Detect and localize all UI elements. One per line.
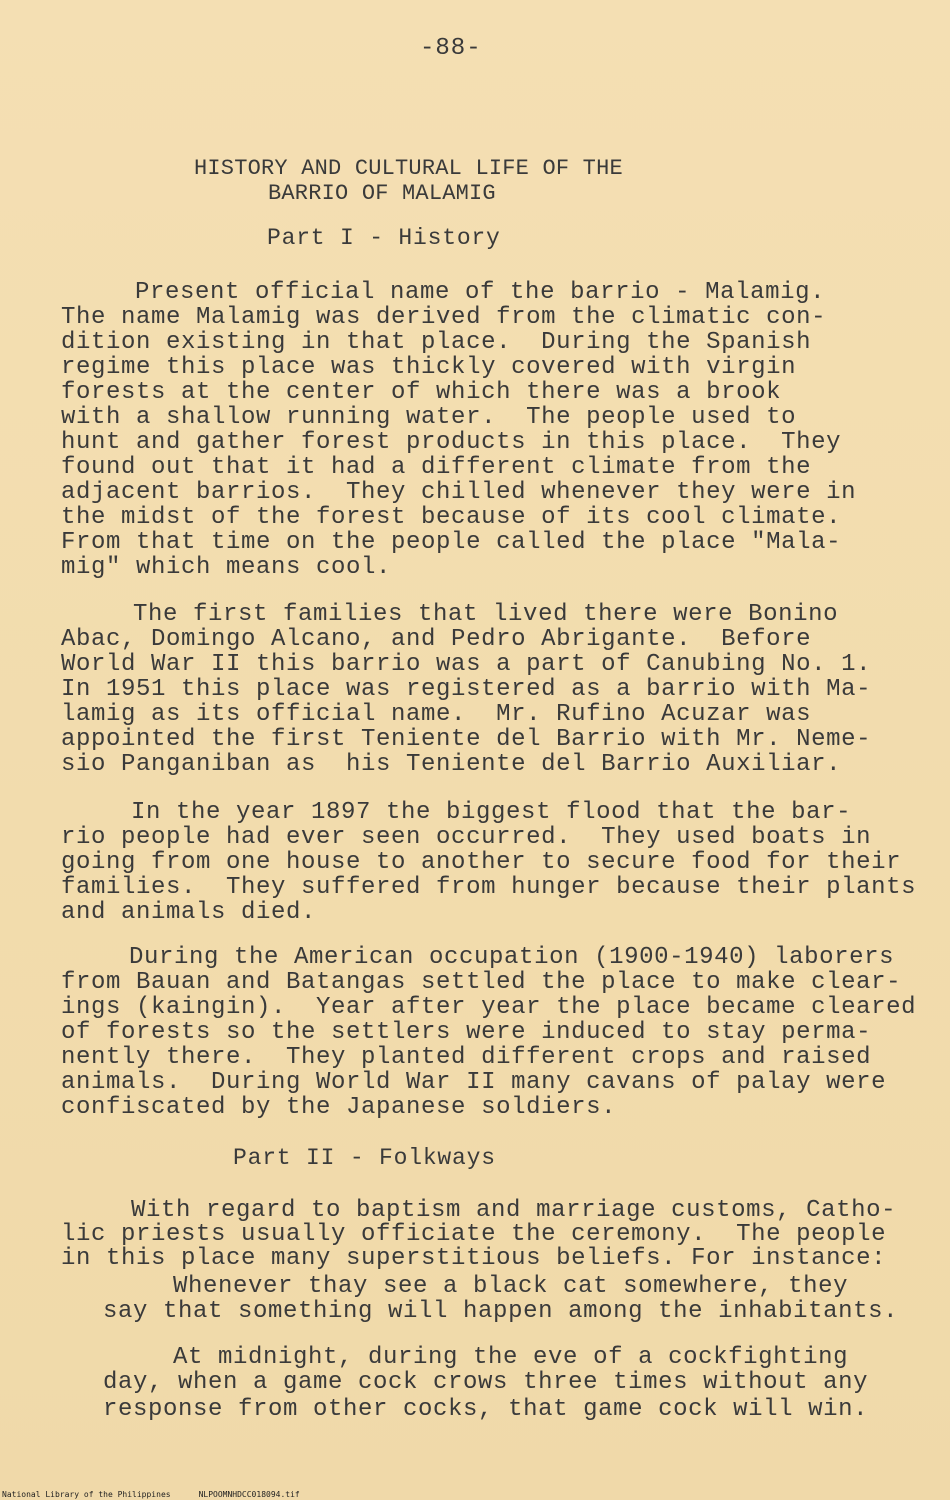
part1-heading: Part I - History (267, 225, 501, 251)
text-line: dition existing in that place. During the Spanish (61, 329, 812, 356)
text-line: The name Malamig was derived from the climatic con- (61, 304, 827, 331)
title-line-2: BARRIO OF MALAMIG (268, 181, 496, 206)
text-line: from Bauan and Batangas settled the place to make clear- (61, 969, 902, 996)
text-line: the midst of the forest because of its cool climate. (61, 504, 842, 531)
text-line: adjacent barrios. They chilled whenever they were in (61, 479, 857, 506)
text-line: families. They suffered from hunger because their plants (61, 874, 917, 901)
text-line: forests at the center of which there was a brook (61, 379, 782, 406)
text-line: With regard to baptism and marriage customs, Catho- (131, 1197, 897, 1224)
text-line: During the American occupation (1900-1940) laborers (129, 944, 895, 971)
text-line: In the year 1897 the biggest flood that the bar- (131, 799, 852, 826)
text-line: The first families that lived there were Bonino (133, 601, 839, 628)
text-line: of forests so the settlers were induced to stay perma- (61, 1019, 872, 1046)
text-line: say that something will happen among the inhabitants. (103, 1298, 899, 1325)
text-line: animals. During World War II many cavans of palay were (61, 1069, 887, 1096)
text-line: and animals died. (61, 899, 317, 926)
text-line: nently there. They planted different crops and raised (61, 1044, 872, 1071)
text-line: regime this place was thickly covered with virgin (61, 354, 797, 381)
text-line: in this place many superstitious beliefs. For instance: (61, 1245, 887, 1272)
text-line: lic priests usually officiate the ceremony. The people (61, 1221, 887, 1248)
text-line: Present official name of the barrio - Malamig. (135, 279, 826, 306)
footer-file: NLPOOMNHDCC018094.tif (198, 1490, 300, 1499)
text-line: Abac, Domingo Alcano, and Pedro Abrigante. Before (61, 626, 812, 653)
text-line: mig" which means cool. (61, 554, 392, 581)
text-line: sio Panganiban as his Teniente del Barrio Auxiliar. (61, 751, 842, 778)
text-line: In 1951 this place was registered as a barrio with Ma- (61, 676, 872, 703)
text-line: hunt and gather forest products in this place. They (61, 429, 842, 456)
text-line: going from one house to another to secure food for their (61, 849, 902, 876)
text-line: Whenever thay see a black cat somewhere, they (173, 1273, 849, 1300)
text-line: At midnight, during the eve of a cockfighting (173, 1344, 849, 1371)
scan-footer (2, 1490, 328, 1500)
page-number: -88- (420, 35, 482, 62)
text-line: From that time on the people called the place "Mala- (61, 529, 842, 556)
text-line: World War II this barrio was a part of Canubing No. 1. (61, 651, 872, 678)
text-line: confiscated by the Japanese soldiers. (61, 1094, 617, 1121)
text-line: response from other cocks, that game cock will win. (103, 1396, 869, 1423)
text-line: rio people had ever seen occurred. They used boats in (61, 824, 872, 851)
text-line: with a shallow running water. The people used to (61, 404, 797, 431)
text-line: lamig as its official name. Mr. Rufino Acuzar was (61, 701, 812, 728)
text-line: appointed the first Teniente del Barrio with Mr. Neme- (61, 726, 872, 753)
text-line: ings (kaingin). Year after year the place became cleared (61, 994, 917, 1021)
text-line: day, when a game cock crows three times without any (103, 1369, 869, 1396)
part2-heading: Part II - Folkways (233, 1145, 496, 1171)
footer-library: National Library of the Philippines (2, 1490, 171, 1499)
title-line-1: HISTORY AND CULTURAL LIFE OF THE (194, 156, 623, 181)
text-line: found out that it had a different climate from the (61, 454, 812, 481)
